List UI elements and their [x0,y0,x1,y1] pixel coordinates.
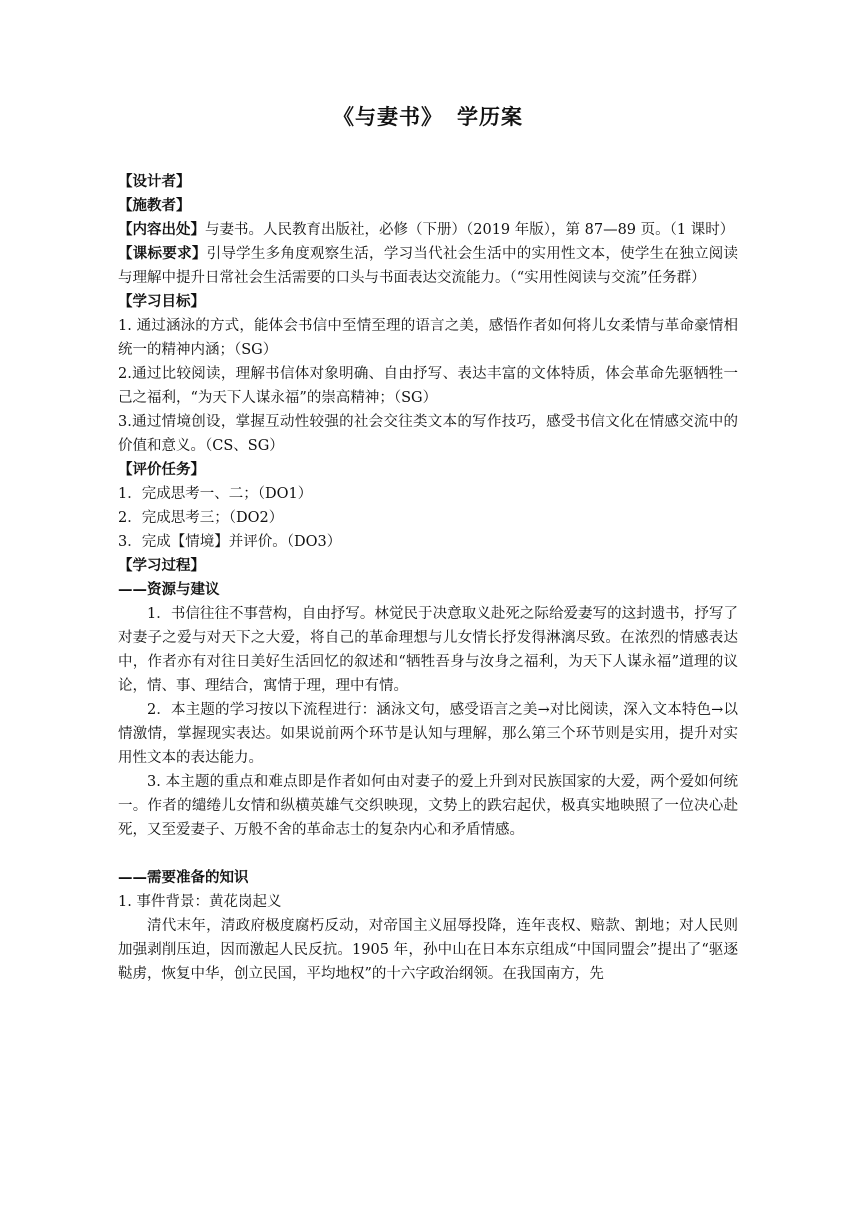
source-label: 【内容出处】 [118,222,205,238]
tasks-label: 【评价任务】 [118,462,205,478]
section-spacer [118,842,738,866]
knowledge-item: 1. 事件背景：黄花岗起义 [118,894,282,910]
goals-label: 【学习目标】 [118,294,205,310]
source-line [118,218,738,242]
page-title [118,100,738,134]
goal-item-3: 3.通过情境创设，掌握互动性较强的社会交往类文本的写作技巧，感受书信文化在情感交流中的价值和意义。（CS、SG） [118,414,738,454]
teacher-label: 【施教者】 [118,198,191,214]
task-item-3: 3．完成【情境】并评价。（DO3） [118,534,342,550]
source-text: 与妻书。人民教育出版社，必修（下册）（2019 年版），第 87—89 页。（1 课时） [205,222,735,238]
standard-line [118,242,738,290]
standard-label: 【课标要求】 [118,246,207,262]
resource-paragraph-1: 1．书信往往不事营构，自由抒写。林觉民于决意取义赴死之际给爱妻写的这封遗书，抒写了对妻子之爱与对天下之大爱，将自己的革命理想与儿女情长抒发得淋漓尽致。在浓烈的情感表达中，作者亦有对往日美好生活回忆的叙述和“牺牲吾身与汝身之福利，为天下人谋永福”道理的议论，情、事、理结合，寓情于理，理中有情。 [118,606,738,694]
resource-paragraph-2: 2．本主题的学习按以下流程进行：涵泳文句，感受语言之美→对比阅读，深入文本特色→以情激情，掌握现实表达。如果说前两个环节是认知与理解，那么第三个环节则是实用，提升对实用性文本的表达能力。 [118,702,738,766]
goal-item-2: 2.通过比较阅读，理解书信体对象明确、自由抒写、表达丰富的文体特质，体会革命先驱牺牲一己之福利，“为天下人谋永福”的崇高精神；（SG） [118,366,738,406]
goal-item-1: 1. 通过涵泳的方式，能体会书信中至情至理的语言之美，感悟作者如何将儿女柔情与革命豪情相统一的精神内涵；（SG） [118,318,738,358]
resources-heading: ——资源与建议 [118,582,220,598]
standard-text: 引导学生多角度观察生活，学习当代社会生活中的实用性文本，使学生在独立阅读与理解中提升日常社会生活需要的口头与书面表达交流能力。（“实用性阅读与交流”任务群） [118,246,738,286]
knowledge-paragraph: 清代末年，清政府极度腐朽反动，对帝国主义屈辱投降，连年丧权、赔款、割地；对人民则加强剥削压迫，因而激起人民反抗。1905 年，孙中山在日本东京组成“中国同盟会”提出了“驱逐鞑虏，恢复中华，创立民国，平均地权”的十六字政治纲领。在我国南方，先 [118,918,738,982]
title-suffix: 学历案 [457,105,523,129]
designer-label: 【设计者】 [118,174,191,190]
document-page [118,100,738,986]
task-item-1: 1．完成思考一、二；（DO1） [118,486,313,502]
task-item-2: 2．完成思考三；（DO2） [118,510,284,526]
title-book: 《与妻书》 [333,105,443,129]
process-label: 【学习过程】 [118,558,205,574]
resource-paragraph-3: 3. 本主题的重点和难点即是作者如何由对妻子的爱上升到对民族国家的大爱，两个爱如何统一。作者的缱绻儿女情和纵横英雄气交织映现，文势上的跌宕起伏，极真实地映照了一位决心赴死，又至爱妻子、万般不舍的革命志士的复杂内心和矛盾情感。 [118,774,738,838]
knowledge-heading: ——需要准备的知识 [118,870,249,886]
